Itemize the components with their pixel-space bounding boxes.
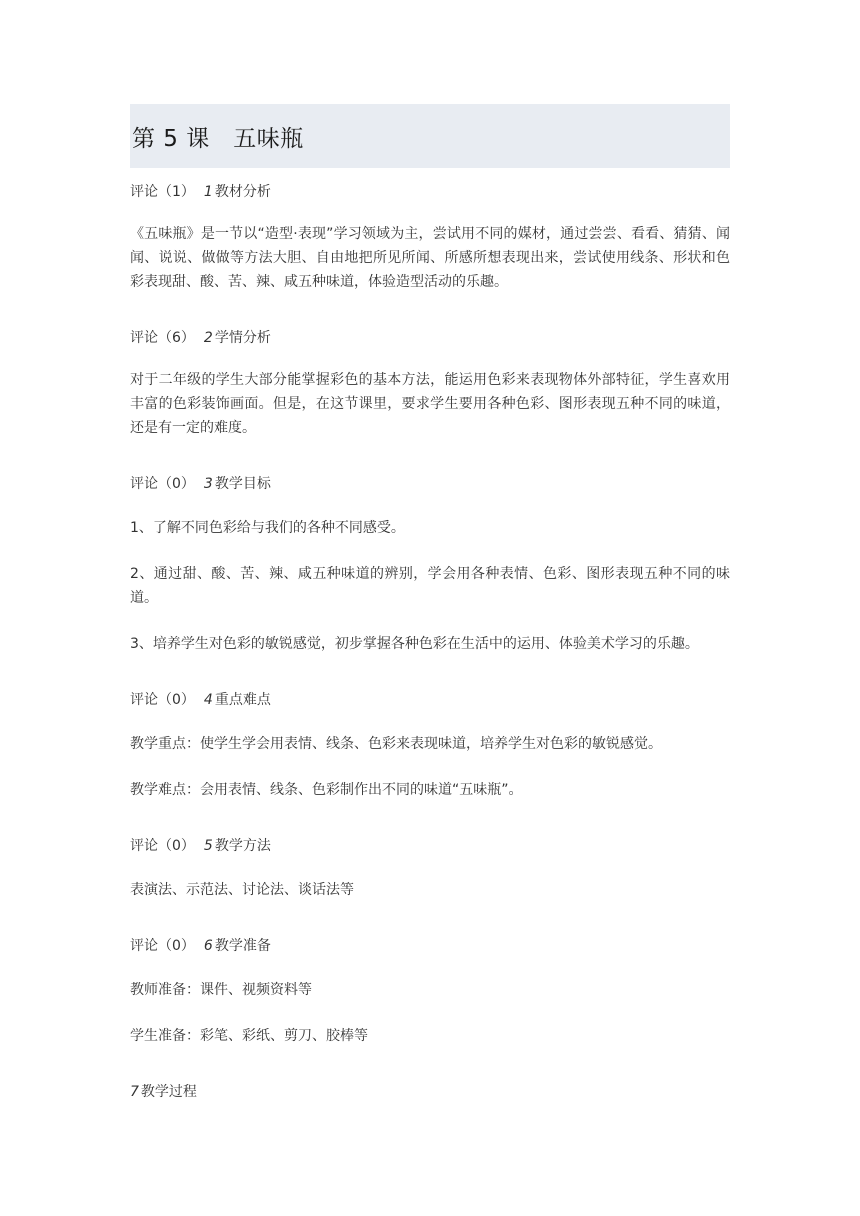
section-name: 教学准备 <box>214 938 271 954</box>
section-number: 7 <box>130 1084 139 1100</box>
paragraph: 对于二年级的学生大部分能掌握彩色的基本方法，能运用色彩来表现物体外部特征，学生喜欢用丰富的色彩装饰画面。但是，在这节课里，要求学生要用各种色彩、图形表现五种不同的味道，还是有一定的难度。 <box>130 372 730 436</box>
paragraph: 1、了解不同色彩给与我们的各种不同感受。 <box>130 520 405 536</box>
section-name: 教学方法 <box>214 838 271 854</box>
paragraph: 《五味瓶》是一节以“造型·表现”学习领域为主，尝试用不同的媒材，通过尝尝、看看、猜猜、闻闻、说说、做做等方法大胆、自由地把所见所闻、所感所想表现出来，尝试使用线条、形状和色彩表现甜、酸、苦、辣、咸五种味道，体验造型活动的乐趣。 <box>130 226 730 290</box>
section-number: 1 <box>203 184 213 200</box>
section-heading-3 <box>130 474 730 494</box>
comment-link[interactable]: 评论（0） <box>130 838 195 854</box>
document-page <box>130 104 730 1102</box>
section-heading-4 <box>130 690 730 710</box>
section-name: 教学目标 <box>214 476 271 492</box>
paragraph: 教师准备：课件、视频资料等 <box>130 982 312 998</box>
section-heading-7 <box>130 1082 730 1102</box>
title-bar <box>130 104 730 168</box>
paragraph: 教学难点：会用表情、线条、色彩制作出不同的味道“五味瓶”。 <box>130 782 523 798</box>
comment-link[interactable]: 评论（0） <box>130 692 195 708</box>
section-heading-6 <box>130 936 730 956</box>
section-name: 教学过程 <box>140 1084 197 1100</box>
section-name: 教材分析 <box>214 184 271 200</box>
section-name: 重点难点 <box>214 692 271 708</box>
section-name: 学情分析 <box>214 330 271 346</box>
paragraph: 学生准备：彩笔、彩纸、剪刀、胶棒等 <box>130 1028 368 1044</box>
section-number: 5 <box>203 838 213 854</box>
section-heading-2 <box>130 328 730 348</box>
section-number: 2 <box>203 330 213 346</box>
comment-link[interactable]: 评论（6） <box>130 330 195 346</box>
section-heading-1 <box>130 182 730 202</box>
comment-link[interactable]: 评论（0） <box>130 476 195 492</box>
paragraph: 教学重点：使学生学会用表情、线条、色彩来表现味道，培养学生对色彩的敏锐感觉。 <box>130 736 662 752</box>
section-number: 4 <box>203 692 213 708</box>
section-number: 3 <box>203 476 213 492</box>
paragraph: 2、通过甜、酸、苦、辣、咸五种味道的辨别，学会用各种表情、色彩、图形表现五种不同的味道。 <box>130 566 730 606</box>
paragraph: 表演法、示范法、讨论法、谈话法等 <box>130 882 354 898</box>
comment-link[interactable]: 评论（1） <box>130 184 195 200</box>
comment-link[interactable]: 评论（0） <box>130 938 195 954</box>
paragraph: 3、培养学生对色彩的敏锐感觉，初步掌握各种色彩在生活中的运用、体验美术学习的乐趣。 <box>130 636 699 652</box>
section-heading-5 <box>130 836 730 856</box>
page-title: 第 5 课 五味瓶 <box>132 125 304 152</box>
section-number: 6 <box>203 938 213 954</box>
